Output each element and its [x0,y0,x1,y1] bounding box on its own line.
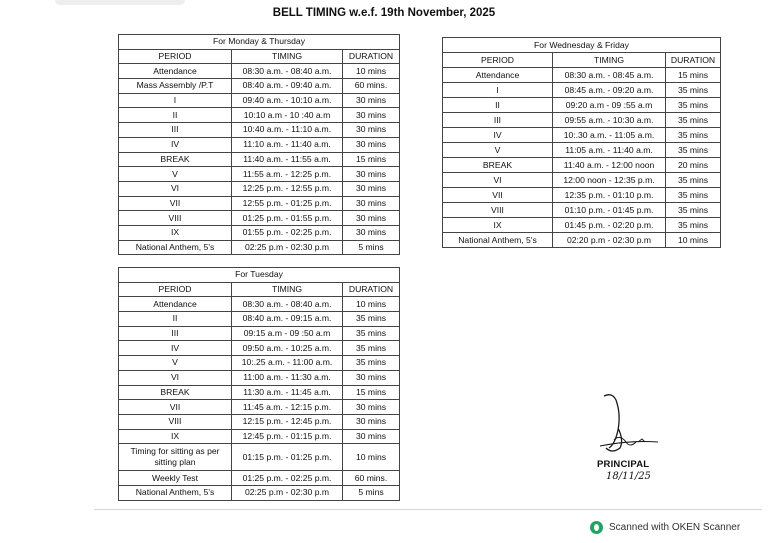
duration-cell: 35 mins [343,356,400,371]
scan-edge-shadow [55,0,185,5]
duration-cell: 35 mins [343,326,400,341]
period-cell: III [119,326,232,341]
period-cell: National Anthem, 5's [119,485,232,500]
period-cell: BREAK [119,152,232,167]
period-cell: VII [119,400,232,415]
timing-cell: 01:25 p.m. - 01:55 p.m. [232,211,343,226]
table-row [119,341,400,356]
period-cell: VIII [119,211,232,226]
duration-cell: 10 mins [343,444,400,471]
period-cell: Weekly Test [119,471,232,486]
period-cell: National Anthem, 5's [443,233,553,248]
duration-cell: 15 mins [666,68,721,83]
duration-cell: 30 mins [343,137,400,152]
period-cell: V [119,167,232,182]
table-row [119,429,400,444]
table-row [119,64,400,79]
duration-cell: 60 mins. [343,79,400,94]
duration-cell: 30 mins [343,429,400,444]
timing-cell: 02:20 p.m - 02:30 p.m [553,233,666,248]
period-cell: Attendance [119,64,232,79]
period-cell: VI [119,181,232,196]
timing-cell: 08:45 a.m. - 09:20 a.m. [553,83,666,98]
table-row [119,297,400,312]
column-header-duration: DURATION [666,53,721,68]
duration-cell: 35 mins [666,173,721,188]
timing-cell: 11:40 a.m. - 11:55 a.m. [232,152,343,167]
duration-cell: 10 mins [666,233,721,248]
timetable-monday-thursday [118,34,400,255]
period-cell: VIII [119,414,232,429]
table-row [443,143,721,158]
duration-cell: 30 mins [343,108,400,123]
period-cell: III [443,113,553,128]
duration-cell: 20 mins [666,158,721,173]
duration-cell: 10 mins [343,64,400,79]
timing-cell: 12:55 p.m. - 01:25 p.m. [232,196,343,211]
column-header-duration: DURATION [343,49,400,64]
timing-cell: 10:.25 a.m. - 11:00 a.m. [232,356,343,371]
timing-cell: 02:25 p.m - 02:30 p.m [232,240,343,255]
timetable-tuesday [118,267,400,501]
column-header-period: PERIOD [119,282,232,297]
timing-cell: 01:15 p.m. - 01:25 p.m. [232,444,343,471]
timing-cell: 10:40 a.m. - 11:10 a.m. [232,123,343,138]
duration-cell: 35 mins [666,188,721,203]
duration-cell: 30 mins [343,123,400,138]
timing-cell: 08:30 a.m. - 08:40 a.m. [232,297,343,312]
duration-cell: 30 mins [343,400,400,415]
table-row [119,471,400,486]
table-row [443,113,721,128]
duration-cell: 35 mins [666,218,721,233]
timing-cell: 11:30 a.m. - 11:45 a.m. [232,385,343,400]
duration-cell: 60 mins. [343,471,400,486]
duration-cell: 30 mins [343,370,400,385]
table-row [443,203,721,218]
table-caption: For Tuesday [119,268,400,283]
document-title: BELL TIMING w.e.f. 19th November, 2025 [272,7,496,19]
table-row [443,98,721,113]
period-cell: National Anthem, 5's [119,240,232,255]
table-row [119,414,400,429]
duration-cell: 30 mins [343,414,400,429]
period-cell: Timing for sitting as per sitting plan [119,444,232,471]
duration-cell: 35 mins [666,83,721,98]
table-row [119,326,400,341]
period-cell: II [119,108,232,123]
table-row [443,158,721,173]
timing-cell: 12:15 p.m. - 12:45 p.m. [232,414,343,429]
table-row [119,400,400,415]
timing-cell: 09:15 a.m - 09 :50 a.m [232,326,343,341]
duration-cell: 35 mins [666,128,721,143]
period-cell: VI [443,173,553,188]
table-row [119,152,400,167]
period-cell: I [443,83,553,98]
table-row [119,240,400,255]
timing-cell: 01:10 p.m. - 01:45 p.m. [553,203,666,218]
table-row [119,444,400,471]
column-header-duration: DURATION [343,282,400,297]
timing-cell: 10:10 a.m - 10 :40 a.m [232,108,343,123]
period-cell: Attendance [119,297,232,312]
table-row [443,188,721,203]
timing-cell: 11:55 a.m. - 12:25 p.m. [232,167,343,182]
period-cell: II [119,312,232,327]
duration-cell: 30 mins [343,225,400,240]
table-row [119,123,400,138]
period-cell: VI [119,370,232,385]
period-cell: VII [119,196,232,211]
period-cell: Attendance [443,68,553,83]
duration-cell: 35 mins [343,312,400,327]
column-header-timing: TIMING [232,49,343,64]
table-row [443,233,721,248]
oken-scanner-logo-icon [590,521,603,534]
duration-cell: 15 mins [343,152,400,167]
period-cell: IV [119,341,232,356]
scan-edge-line [94,509,762,510]
duration-cell: 30 mins [343,181,400,196]
table-row [119,79,400,94]
period-cell: IX [443,218,553,233]
table-row [119,196,400,211]
table-row [119,108,400,123]
timing-cell: 09:20 a.m - 09 :55 a.m [553,98,666,113]
table-row [443,173,721,188]
table-row [119,181,400,196]
timing-cell: 12:45 p.m. - 01:15 p.m. [232,429,343,444]
timing-cell: 11:40 a.m. - 12:00 noon [553,158,666,173]
table-row [443,83,721,98]
table-row [443,128,721,143]
table-row [119,93,400,108]
scanner-watermark [590,520,740,534]
column-header-period: PERIOD [119,49,232,64]
column-header-timing: TIMING [232,282,343,297]
table-row [443,218,721,233]
period-cell: II [443,98,553,113]
duration-cell: 35 mins [343,341,400,356]
timing-cell: 12:35 p.m. - 01:10 p.m. [553,188,666,203]
table-row [119,225,400,240]
table-row [119,385,400,400]
column-header-period: PERIOD [443,53,553,68]
timing-cell: 11:00 a.m. - 11:30 a.m. [232,370,343,385]
duration-cell: 5 mins [343,240,400,255]
timing-cell: 11:45 a.m. - 12:15 p.m. [232,400,343,415]
period-cell: BREAK [119,385,232,400]
period-cell: Mass Assembly /P.T [119,79,232,94]
duration-cell: 30 mins [343,167,400,182]
table-row [119,211,400,226]
timing-cell: 08:30 a.m. - 08:45 a.m. [553,68,666,83]
timing-cell: 12:00 noon - 12:35 p.m. [553,173,666,188]
period-cell: IX [119,429,232,444]
table-caption: For Monday & Thursday [119,35,400,50]
timing-cell: 08:40 a.m. - 09:40 a.m. [232,79,343,94]
duration-cell: 35 mins [666,143,721,158]
period-cell: VII [443,188,553,203]
period-cell: V [443,143,553,158]
timing-cell: 11:10 a.m. - 11:40 a.m. [232,137,343,152]
period-cell: I [119,93,232,108]
timing-cell: 09:40 a.m. - 10:10 a.m. [232,93,343,108]
timing-cell: 08:40 a.m. - 09:15 a.m. [232,312,343,327]
timing-cell: 01:45 p.m. - 02:20 p.m. [553,218,666,233]
period-cell: III [119,123,232,138]
duration-cell: 30 mins [343,211,400,226]
period-cell: IV [443,128,553,143]
timing-cell: 08:30 a.m. - 08:40 a.m. [232,64,343,79]
duration-cell: 35 mins [666,203,721,218]
timetable-wednesday-friday [442,37,721,248]
timing-cell: 12:25 p.m. - 12:55 p.m. [232,181,343,196]
duration-cell: 15 mins [343,385,400,400]
duration-cell: 35 mins [666,113,721,128]
column-header-timing: TIMING [553,53,666,68]
table-caption: For Wednesday & Friday [443,38,721,53]
period-cell: V [119,356,232,371]
timing-cell: 01:55 p.m. - 02:25 p.m. [232,225,343,240]
scanner-watermark-text: Scanned with OKEN Scanner [609,521,741,533]
timing-cell: 11:05 a.m. - 11:40 a.m. [553,143,666,158]
duration-cell: 5 mins [343,485,400,500]
timing-cell: 10:.30 a.m. - 11:05 a.m. [553,128,666,143]
timing-cell: 09:50 a.m. - 10:25 a.m. [232,341,343,356]
table-row [443,68,721,83]
period-cell: IV [119,137,232,152]
table-row [119,137,400,152]
duration-cell: 30 mins [343,196,400,211]
signature-date: 18/11/25 [606,471,651,482]
timing-cell: 09:55 a.m. - 10:30 a.m. [553,113,666,128]
table-row [119,485,400,500]
duration-cell: 35 mins [666,98,721,113]
table-row [119,167,400,182]
timing-cell: 02:25 p.m - 02:30 p.m [232,485,343,500]
period-cell: BREAK [443,158,553,173]
principal-label: PRINCIPAL [597,459,650,470]
table-row [119,312,400,327]
duration-cell: 30 mins [343,93,400,108]
period-cell: IX [119,225,232,240]
period-cell: VIII [443,203,553,218]
table-row [119,356,400,371]
timing-cell: 01:25 p.m. - 02:25 p.m. [232,471,343,486]
duration-cell: 10 mins [343,297,400,312]
table-row [119,370,400,385]
